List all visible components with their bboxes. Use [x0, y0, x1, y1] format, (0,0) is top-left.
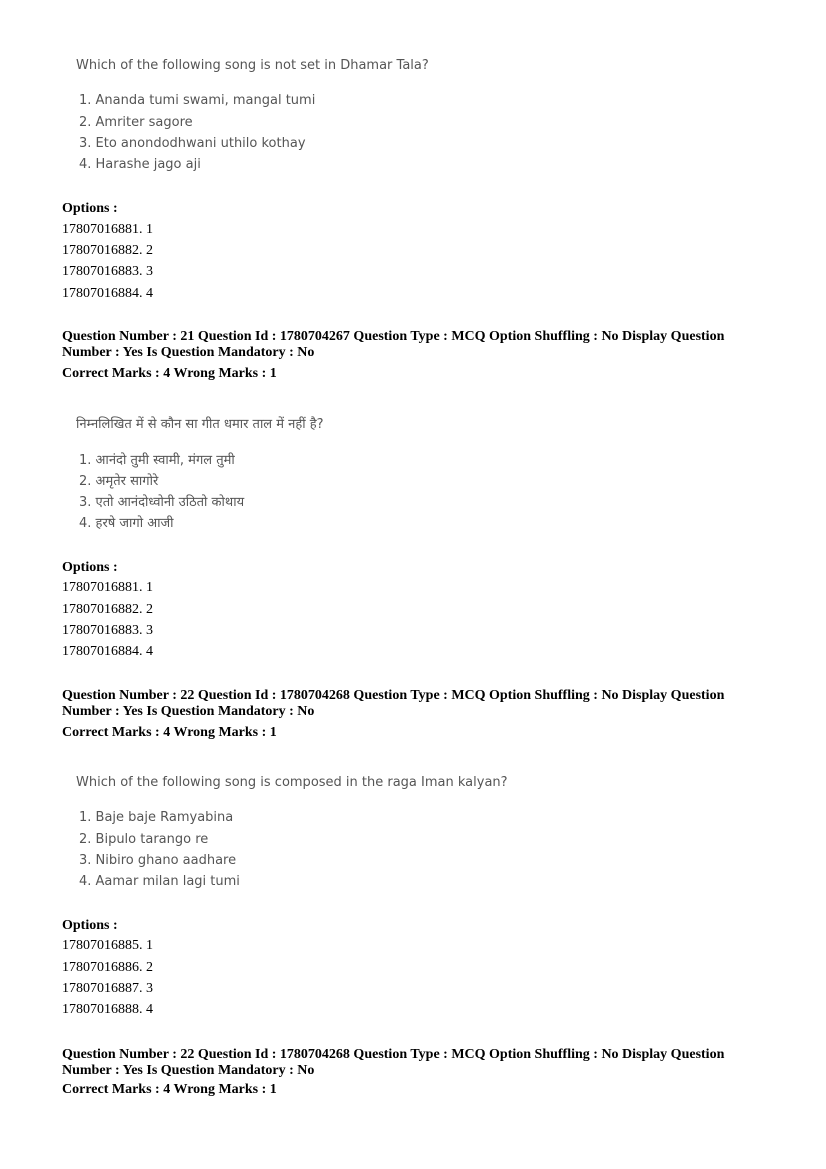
answer-choice: 2. अमृतेर सागोरे [79, 474, 159, 489]
options-label: Options : [62, 201, 118, 216]
answer-choice: 1. आनंदो तुमी स्वामी, मंगल तुमी [79, 453, 235, 468]
question-text: निम्नलिखित में से कौन सा गीत धमार ताल में नहीं है? [76, 417, 324, 432]
option-item: 17807016882. 2 [62, 602, 153, 617]
question-text: Which of the following song is not set in Dhamar Tala? [76, 58, 429, 73]
question-text: Which of the following song is composed in the raga Iman kalyan? [76, 775, 508, 790]
meta-line: Question Number : 21 Question Id : 1780704267 Question Type : MCQ Option Shuffling : No Display Question [62, 329, 725, 344]
marks-line: Correct Marks : 4 Wrong Marks : 1 [62, 725, 277, 740]
meta-line: Number : Yes Is Question Mandatory : No [62, 704, 315, 719]
option-item: 17807016888. 4 [62, 1002, 153, 1017]
answer-choice: 1. Ananda tumi swami, mangal tumi [79, 93, 316, 108]
answer-choice: 1. Baje baje Ramyabina [79, 810, 234, 825]
marks-line: Correct Marks : 4 Wrong Marks : 1 [62, 1082, 277, 1097]
answer-choice: 3. एतो आनंदोध्वोनी उठितो कोथाय [79, 495, 245, 510]
option-item: 17807016887. 3 [62, 981, 153, 996]
option-item: 17807016884. 4 [62, 286, 153, 301]
marks-line: Correct Marks : 4 Wrong Marks : 1 [62, 366, 277, 381]
meta-line: Number : Yes Is Question Mandatory : No [62, 1063, 315, 1078]
options-label: Options : [62, 560, 118, 575]
meta-line: Question Number : 22 Question Id : 1780704268 Question Type : MCQ Option Shuffling : No Display Question [62, 688, 725, 703]
option-item: 17807016883. 3 [62, 623, 153, 638]
option-item: 17807016882. 2 [62, 243, 153, 258]
answer-choice: 4. Harashe jago aji [79, 157, 201, 172]
answer-choice: 2. Bipulo tarango re [79, 832, 209, 847]
option-item: 17807016884. 4 [62, 644, 153, 659]
options-label: Options : [62, 918, 118, 933]
meta-line: Question Number : 22 Question Id : 1780704268 Question Type : MCQ Option Shuffling : No Display Question [62, 1047, 725, 1062]
option-item: 17807016885. 1 [62, 938, 153, 953]
meta-line: Number : Yes Is Question Mandatory : No [62, 345, 315, 360]
option-item: 17807016881. 1 [62, 222, 153, 237]
option-item: 17807016881. 1 [62, 580, 153, 595]
answer-choice: 2. Amriter sagore [79, 115, 193, 130]
answer-choice: 4. Aamar milan lagi tumi [79, 874, 240, 889]
option-item: 17807016883. 3 [62, 264, 153, 279]
answer-choice: 3. Eto anondodhwani uthilo kothay [79, 136, 306, 151]
answer-choice: 4. हरषे जागो आजी [79, 516, 174, 531]
answer-choice: 3. Nibiro ghano aadhare [79, 853, 237, 868]
option-item: 17807016886. 2 [62, 960, 153, 975]
